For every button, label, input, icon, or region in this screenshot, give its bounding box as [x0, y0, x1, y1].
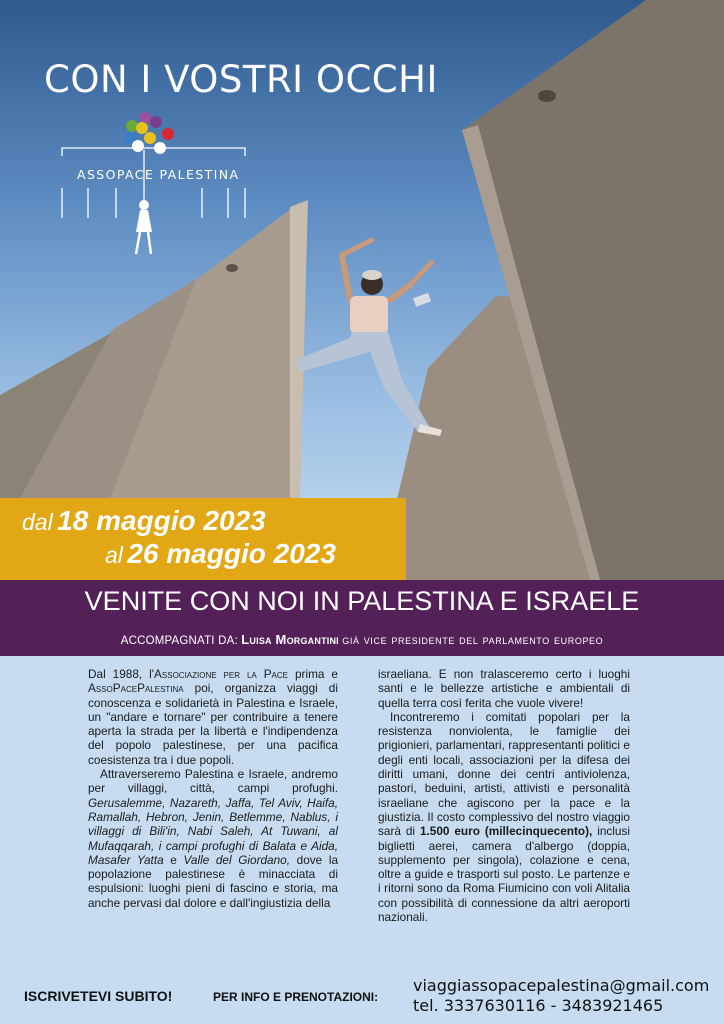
info-label: PER INFO E PRENOTAZIONI:: [213, 990, 379, 1004]
paragraph-meetings: Incontreremo i comitati popolari per la resistenza nonviolenta, le famiglie dei prigionieri, parlamentari, rappresentanti politici e degli enti locali, associazioni per la difesa dei diritti umani, donne dei centri antiviolenza, pastori, beduini, artisti, attivisti e personalità israeliane che agiscono per la pace e la giustizia. Il costo complessivo del nostro viaggio sarà di 1.500 euro (millecinquecento), inclusi biglietti aerei, camera d'albergo (doppia, supplemento per singola), colazione e cena, oltre a guide e trasporti sul posto. Le partenze e i ritorni sono da Roma Fiumicino con voli Alitalia con possibilità di connessione da altri aeroporti nazionali.: [378, 709, 631, 925]
paragraph-itinerary-cont: israeliana. E non tralasceremo certo i luoghi santi e le bellezze artistiche e ambientali di quella terra così ferita che vuole vivere!: [378, 667, 630, 710]
signup-cta: ISCRIVETEVI SUBITO!: [24, 988, 173, 1004]
wall-slab-edge: [290, 200, 308, 498]
assopace-logo: [60, 108, 255, 258]
logo-text: ASSOPACE PALESTINA: [77, 167, 240, 182]
paragraph-intro: Dal 1988, l'Associazione per la Pace prima e AssoPacePalestina poi, organizza viaggi di conoscenza e solidarietà in Palestina e Israele, un "andare e tornare" per contribuire a tenere aperta la strada per la libertà e l'indipendenza del popolo palestinese, per una pacifica coesistenza tra i due popoli.: [88, 667, 338, 767]
email-link[interactable]: viaggiassopacepalestina@gmail.com: [413, 976, 710, 995]
contact-block: [413, 976, 709, 1016]
body-column-left: [88, 667, 338, 910]
paragraph-itinerary: Attraverseremo Palestina e Israele, andremo per villaggi, città, campi profughi. Gerusalemme, Nazareth, Jaffa, Tel Aviv, Haifa, Ramallah, Hebron, Jenin, Betlemme, Nablus, i villaggi di Bili'in, Nabi Saleh, At Tuwani, al Mufaqqarah, i campi profughi di Balata e Aida, Masafer Yatta e Valle del Giordano, dove la popolazione palestinese è minacciata di espulsioni: luoghi pieni di fascino e storia, ma anche pervasi dal dolore e dall'ingiustizia della: [88, 767, 339, 910]
end-date: al 26 maggio 2023: [105, 538, 336, 569]
start-date: dal 18 maggio 2023: [22, 505, 266, 536]
guide-role: già vice presidente del parlamento europeo: [342, 632, 604, 647]
body-column-right: [378, 667, 630, 924]
wall-hole: [226, 264, 238, 272]
banner-title: VENITE CON NOI IN PALESTINA E ISRAELE: [84, 586, 640, 616]
balloon-girl-icon: [136, 200, 152, 254]
wall-outline: [62, 148, 245, 218]
wall-hole: [538, 90, 556, 102]
page-title: CON I VOSTRI OCCHI: [44, 58, 438, 101]
phone-numbers: tel. 3337630116 - 3483921465: [413, 996, 664, 1015]
accompanied-by: ACCOMPAGNATI DA: Luisa Morgantini già vice presidente del parlamento europeo: [120, 632, 604, 647]
guide-name: Luisa Morgantini: [241, 632, 339, 647]
